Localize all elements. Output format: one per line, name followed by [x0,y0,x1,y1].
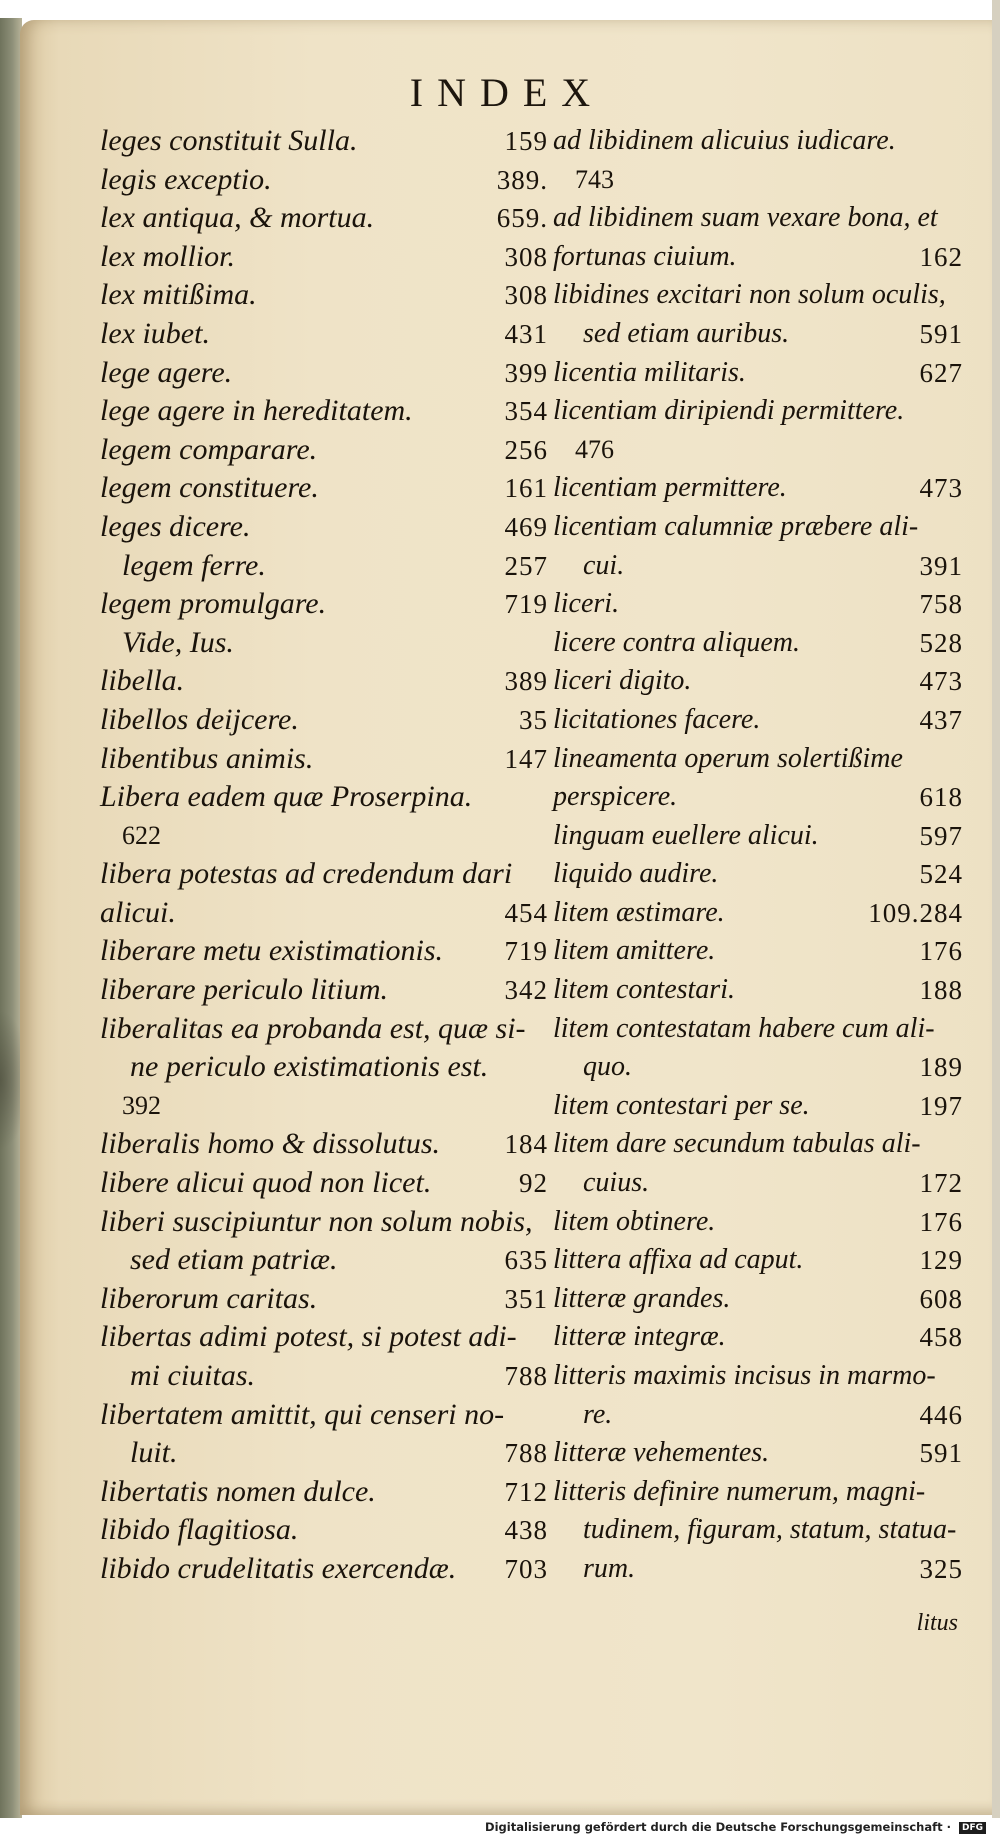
entry-text: Libera eadem quæ Proserpina. [100,780,473,814]
page-reference: 659. [496,203,548,234]
index-entry [100,1511,548,1550]
entry-text: liberorum caritas. [100,1281,318,1315]
index-entry [553,238,963,277]
entry-text: lege agere. [100,355,233,389]
index-entry [553,855,963,894]
index-entry [100,469,548,508]
page-reference: 635 [504,1245,548,1276]
page-reference: 473 [919,473,963,504]
page-reference: 446 [919,1399,963,1430]
entry-text: liceri digito. [553,665,692,697]
page-reference: 618 [919,782,963,813]
book-edge [0,18,22,1818]
page-reference: 147 [504,743,548,774]
scan-edge-strip [992,0,1000,1840]
index-column-right [553,122,963,1589]
footer-credit-text: Digitalisierung gefördert durch die Deutsche Forschungsgemeinschaft [485,1820,943,1834]
page-reference: 351 [504,1283,548,1314]
entry-text: licentiam diripiendi permittere. [553,395,905,427]
index-entry [553,1125,963,1164]
entry-text: Vide, Ius. [122,625,234,659]
page-reference: 184 [504,1129,548,1160]
index-entry [100,1473,548,1512]
index-entry [100,817,548,856]
index-entry [100,971,548,1010]
entry-text: littera affixa ad caput. [553,1244,804,1276]
index-entry [100,1241,548,1280]
index-entry [100,1357,548,1396]
index-entry [100,932,548,971]
index-entry [553,1357,963,1396]
entry-text: cuius. [583,1167,650,1199]
index-entry [100,431,548,470]
entry-text: leges dicere. [100,509,251,543]
page-reference: 758 [919,589,963,620]
index-entry [553,315,963,354]
index-entry [100,585,548,624]
index-entry [100,1434,548,1473]
entry-text: licentiam permittere. [553,472,787,504]
page-reference: 608 [919,1283,963,1314]
page-reference: 712 [504,1476,548,1507]
entry-text: lex mitißima. [100,278,257,312]
index-entry [100,894,548,933]
page-reference: 703 [504,1553,548,1584]
page-reference: 176 [919,1206,963,1237]
entry-text: 743 [575,164,614,194]
entry-text: perspicere. [553,781,678,813]
entry-text: litteris maximis incisus in marmo- [553,1360,936,1391]
page-reference: 172 [919,1168,963,1199]
index-entry [553,701,963,740]
entry-text: libera potestas ad credendum dari [100,857,513,891]
entry-text: 622 [122,820,161,850]
index-entry [100,624,548,663]
index-entry [100,1280,548,1319]
entry-text: alicui. [100,895,176,929]
index-entry [553,778,963,817]
catchword: litus [916,1610,958,1636]
page-title: INDEX [409,70,605,115]
index-entry [553,354,963,393]
index-entry [100,199,548,238]
entry-text: licentia militaris. [553,356,746,388]
page-reference: 438 [504,1515,548,1546]
index-entry [553,122,963,161]
entry-text: sed etiam auribus. [583,317,790,349]
index-entry [100,1125,548,1164]
index-entry [553,1048,963,1087]
entry-text: lex antiqua, & mortua. [100,201,375,235]
index-entry [553,1241,963,1280]
entry-text: legem comparare. [100,432,318,466]
entry-text: litem æstimare. [553,896,725,928]
page-reference: 597 [919,820,963,851]
entry-text: ad libidinem alicuius iudicare. [553,125,896,156]
index-entry [100,1010,548,1049]
page-reference: 719 [504,589,548,620]
entry-text: leges constituit Sulla. [100,124,358,157]
index-entry [553,1511,963,1550]
footer-bar [0,1818,1000,1840]
entry-text: litteræ integræ. [553,1321,726,1353]
entry-text: ad libidinem suam vexare bona, et [553,202,938,234]
entry-text: lex mollior. [100,239,235,273]
entry-text: litem contestatam habere cum ali- [553,1012,935,1044]
index-entry [100,855,548,894]
page-reference: 308 [504,280,548,311]
page-reference: 389 [504,666,548,697]
entry-text: cui. [583,549,625,581]
index-entry [553,971,963,1010]
entry-text: 476 [575,434,614,464]
entry-text: liberalitas ea probanda est, quæ si- [100,1011,526,1045]
dfg-logo: DFG [959,1822,986,1834]
entry-text: litteris definire numerum, magni- [553,1475,926,1507]
entry-text: libellos deijcere. [100,702,299,736]
index-entry [100,1203,548,1242]
index-entry [100,238,548,277]
index-entry [100,1550,548,1589]
entry-text: legem promulgare. [100,587,327,621]
entry-text: fortunas ciuium. [553,240,737,272]
entry-text: litteræ vehementes. [553,1437,770,1469]
index-entry [100,547,548,586]
entry-text: legem constituere. [100,471,319,505]
page-reference: 161 [504,473,548,504]
index-entry [100,161,548,200]
footer-credit: Digitalisierung gefördert durch die Deutsche Forschungsgemeinschaft · DFG [485,1820,986,1834]
entry-text: lineamenta operum solertißime [553,742,903,774]
entry-text: libertatem amittit, qui censeri no- [100,1397,505,1431]
entry-text: liberi suscipiuntur non solum nobis, [100,1204,533,1238]
page-reference: 454 [504,897,548,928]
entry-text: libella. [100,664,185,698]
entry-text: litem obtinere. [553,1205,716,1237]
page-reference: 162 [919,241,963,272]
entry-text: libertatis nomen dulce. [100,1474,376,1508]
entry-text: luit. [130,1436,178,1470]
index-entry [100,778,548,817]
index-entry [553,1087,963,1126]
entry-text: legem ferre. [122,548,266,582]
index-entry [100,1087,548,1126]
index-entry [553,932,963,971]
page-reference: 325 [919,1553,963,1584]
entry-text: libentibus animis. [100,741,314,775]
entry-text: liquido audire. [553,858,719,890]
page-reference: 256 [504,434,548,465]
page-reference: 627 [919,357,963,388]
index-entry [553,740,963,779]
index-entry [100,392,548,431]
index-entry [100,740,548,779]
index-entry [553,392,963,431]
index-entry [553,894,963,933]
entry-text: liberare metu existimationis. [100,934,444,968]
entry-text: licentiam calumniæ præbere ali- [553,510,919,542]
entry-text: licere contra aliquem. [553,626,801,658]
index-entry [100,315,548,354]
entry-text: ne periculo existimationis est. [130,1050,489,1084]
entry-text: rum. [583,1552,636,1584]
page-reference: 399 [504,357,548,388]
entry-text: litem contestari per se. [553,1089,810,1121]
entry-text: sed etiam patriæ. [130,1243,338,1277]
page-reference: 473 [919,666,963,697]
page-reference: 257 [504,550,548,581]
page-reference: 129 [919,1245,963,1276]
index-entry [553,585,963,624]
page-reference: 389. [496,164,548,195]
page-reference: 591 [919,318,963,349]
index-entry [553,276,963,315]
page-reference: 342 [504,975,548,1006]
index-entry [553,1203,963,1242]
page-reference: 92 [519,1168,548,1199]
entry-text: litem contestari. [553,974,735,1006]
page-reference: 788 [504,1438,548,1469]
entry-text: litteræ grandes. [553,1282,731,1314]
page-reference: 308 [504,241,548,272]
index-entry [100,1048,548,1087]
index-entry [100,508,548,547]
entry-text: mi ciuitas. [130,1359,255,1392]
page-reference: 591 [919,1438,963,1469]
index-entry [100,1164,548,1203]
page-reference: 719 [504,936,548,967]
index-entry [100,701,548,740]
entry-text: litem amittere. [553,935,716,967]
page-reference: 197 [919,1090,963,1121]
entry-text: quo. [583,1051,632,1083]
index-entry [553,1280,963,1319]
page-reference: 788 [504,1361,548,1391]
page-reference: 159 [504,126,548,156]
entry-text: linguam euellere alicui. [553,819,819,851]
entry-text: libido crudelitatis exercendæ. [100,1551,457,1585]
index-entry [100,1318,548,1357]
index-entry [100,1396,548,1435]
index-entry [553,662,963,701]
entry-text: legis exceptio. [100,162,272,196]
page-reference: 458 [919,1322,963,1353]
index-entry [553,547,963,586]
index-entry [553,1010,963,1049]
page-reference: 431 [504,318,548,349]
index-entry [553,1550,963,1589]
page-reference: 391 [919,550,963,581]
index-entry [553,431,963,470]
entry-text: libere alicui quod non licet. [100,1166,432,1200]
index-entry [553,469,963,508]
entry-text: lege agere in hereditatem. [100,394,413,428]
index-entry [100,276,548,315]
entry-text: 392 [122,1090,161,1120]
index-entry [553,1318,963,1357]
page-reference: 176 [919,936,963,967]
index-entry [553,161,963,200]
page-reference: 524 [919,859,963,890]
page-reference: 528 [919,627,963,658]
index-entry [100,354,548,393]
index-entry [553,1434,963,1473]
entry-text: liberalis homo & dissolutus. [100,1127,441,1161]
entry-text: liberare periculo litium. [100,973,389,1007]
page-reference: 188 [919,975,963,1006]
index-entry [553,817,963,856]
entry-text: libidines excitari non solum oculis, [553,279,946,311]
entry-text: libido flagitiosa. [100,1513,299,1547]
page-reference: 189 [919,1052,963,1083]
index-entry [553,508,963,547]
index-entry [553,1164,963,1203]
index-entry [553,1473,963,1512]
entry-text: re. [583,1398,613,1430]
page-reference: 354 [504,396,548,427]
index-entry [100,662,548,701]
entry-text: litem dare secundum tabulas ali- [553,1128,921,1160]
page-reference: 109.284 [868,897,963,928]
index-entry [100,122,548,161]
entry-text: tudinem, figuram, statum, statua- [583,1514,957,1546]
entry-text: lex iubet. [100,316,210,350]
entry-text: libertas adimi potest, si potest adi- [100,1320,517,1354]
entry-text: licitationes facere. [553,703,761,735]
page-reference: 437 [919,704,963,735]
index-column-left [100,122,548,1589]
entry-text: liceri. [553,588,620,620]
index-entry [553,199,963,238]
index-entry [553,624,963,663]
page-reference: 469 [504,511,548,542]
index-entry [553,1396,963,1435]
page-reference: 35 [519,704,548,735]
